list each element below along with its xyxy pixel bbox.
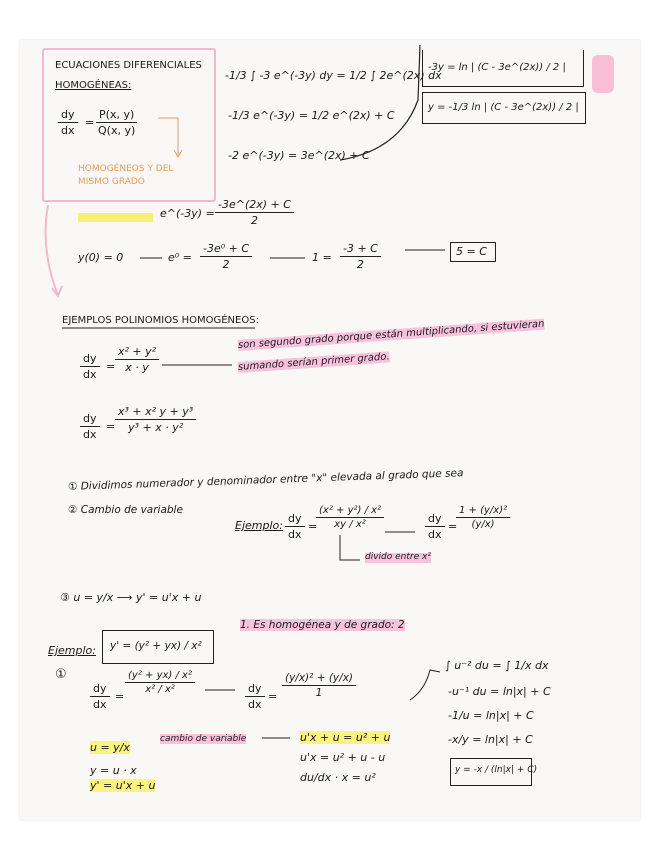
- integration-line2: -1/3 e^(-3y) = 1/2 e^(2x) + C: [228, 109, 395, 122]
- ic-step1-lhs: e⁰ =: [168, 251, 192, 264]
- yellow-marker-swatch: [78, 213, 153, 222]
- ic-step2-lhs: 1 =: [312, 251, 332, 264]
- sub3: du/dx · x = u²: [300, 771, 376, 784]
- exp-lhs: e^(-3y) =: [160, 207, 215, 220]
- ej-note: divido entre x²: [365, 552, 431, 562]
- ej-lhs-fraction: $\frac{dy}{dx}$: [285, 512, 305, 541]
- ex1-fraction: $\frac{\text{x² + y²}}{x \cdot y}$: [115, 345, 159, 374]
- ejemplo-label-1: Ejemplo:: [235, 519, 283, 532]
- ej-rhs-fraction: $\frac{\text{1 + (y/x)²}}{(y/x)}$: [456, 505, 510, 530]
- step1: ① Dividimos numerador y denominador entre "x" elevada al grado que sea: [67, 467, 464, 493]
- cv-note: cambio de variable: [160, 734, 247, 744]
- ejemplo-label-2: Ejemplo:: [48, 644, 96, 657]
- examples-heading: EJEMPLOS POLINOMIOS HOMOGÉNEOS:: [62, 315, 259, 326]
- ic-result: 5 = C: [456, 245, 487, 258]
- ej2-div-fraction: $\frac{\text{(y² + yx) / x²}}{\text{x² / x²}}$: [125, 670, 195, 695]
- exp-fraction: $\frac{-3e\^{}(2x) + C}{2}$: [215, 198, 294, 227]
- ej2-lhs-fraction: $\frac{dy}{dx}$: [90, 682, 110, 711]
- cv1: u = y/x: [90, 741, 130, 754]
- result-2: y = -1/3 ln | (C - 3e^(2x)) / 2 |: [428, 102, 579, 113]
- ej2-rhs-fraction: $\frac{\text{(y/x)² + (y/x)}}{1}$: [282, 672, 356, 699]
- ex-lhs-fraction-1: $\frac{dy}{dx}$: [80, 352, 100, 381]
- title-note2: MISMO GRADO: [78, 177, 145, 187]
- ex2-fraction: $\frac{\text{x³ + x² y + y³}}{\text{y³ + x · y²}}$: [115, 405, 196, 434]
- ej-divided-fraction: $\frac{\text{(x² + y²) / x²}}{\text{xy / x²}}$: [316, 505, 384, 530]
- pink-arrow: [46, 205, 58, 295]
- integration-line1: -1/3 ∫ -3 e^(-3y) dy = 1/2 ∫ 2e^(2x) dx: [225, 69, 442, 82]
- ic-step1-fraction: $\frac{\text{-3e⁰ + C}}{2}$: [200, 242, 252, 271]
- integration-line3: -2 e^(-3y) = 3e^(2x) + C: [228, 149, 370, 162]
- int1: ∫ u⁻² du = ∫ 1/x dx: [445, 659, 549, 672]
- ejemplo2-step-number: ①: [55, 667, 67, 682]
- int4: -x/y = ln|x| + C: [448, 733, 533, 746]
- title-line1: ECUACIONES DIFERENCIALES: [55, 60, 202, 71]
- int5: y = -x / (ln|x| + C): [455, 765, 538, 775]
- ejemplo2-eq: y' = (y² + yx) / x²: [110, 640, 202, 652]
- ex1-note-line2: sumando serían primer grado.: [237, 351, 390, 373]
- title-note1: HOMOGÉNEOS Y DEL: [78, 164, 174, 174]
- cv3: y' = u'x + u: [90, 779, 156, 792]
- ej2-rhs-lhs-fraction: $\frac{dy}{dx}$: [245, 682, 265, 711]
- cv2: y = u · x: [90, 764, 137, 777]
- result-1: -3y = ln | (C - 3e^(2x)) / 2 |: [428, 62, 566, 73]
- dy-dx-fraction: $\frac{dy}{dx}$: [58, 108, 78, 137]
- step3: ③ u = y/x ⟶ y' = u'x + u: [60, 591, 202, 604]
- pink-marker-swatch: [592, 55, 614, 93]
- pq-fraction: $\frac{P(x, y)}{Q(x, y)}$: [98, 108, 136, 137]
- ejemplo2-tag: 1. Es homogénea y de grado: 2: [240, 619, 405, 631]
- sub1: u'x + u = u² + u: [300, 731, 391, 744]
- title-line2: HOMOGÉNEAS:: [55, 80, 132, 91]
- ex-lhs-fraction-2: $\frac{dy}{dx}$: [80, 412, 100, 441]
- sub2: u'x = u² + u - u: [300, 751, 386, 764]
- ex1-note-line1: son segundo grado porque están multiplicando, si estuvieran: [237, 318, 545, 351]
- int2: -u⁻¹ du = ln|x| + C: [448, 685, 551, 698]
- ic-step2-fraction: $\frac{-3 + C}{2}$: [340, 242, 381, 271]
- step2: ② Cambio de variable: [68, 504, 183, 516]
- int3: -1/u = ln|x| + C: [448, 709, 534, 722]
- ej-rhs-lhs-fraction: $\frac{dy}{dx}$: [425, 512, 445, 541]
- initial-condition: y(0) = 0: [78, 251, 124, 264]
